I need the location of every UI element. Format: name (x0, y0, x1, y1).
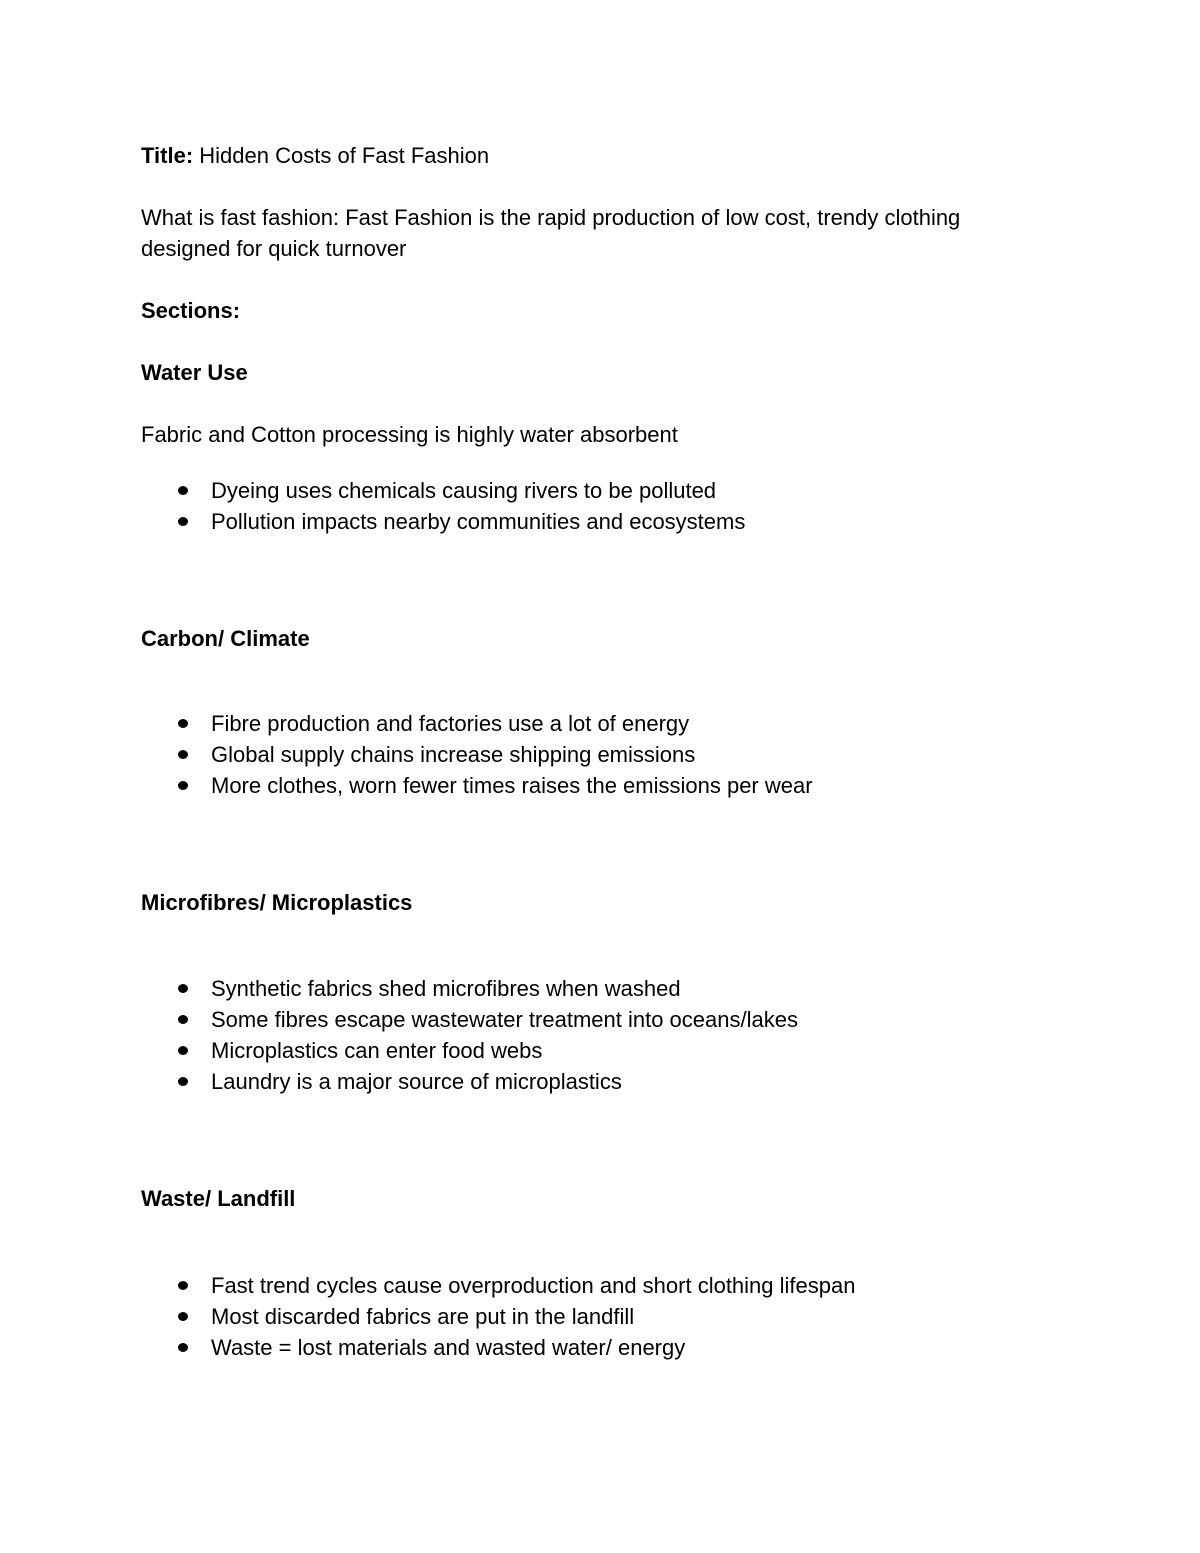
bullet-icon (178, 1281, 188, 1290)
list-item-text: Most discarded fabrics are put in the landfill (211, 1304, 635, 1329)
list-item (141, 739, 813, 770)
sections-heading: Sections: (141, 298, 241, 323)
section-heading-carbon-climate: Carbon/ Climate (141, 626, 310, 651)
title-label: Title: (141, 143, 194, 168)
list-item (141, 1066, 798, 1097)
list-item-text: Global supply chains increase shipping emissions (211, 742, 696, 767)
section-heading-waste-landfill: Waste/ Landfill (141, 1186, 296, 1211)
list-item (141, 708, 813, 739)
list-item (141, 770, 813, 801)
list-item (141, 475, 745, 506)
bullet-icon (178, 719, 188, 728)
list-item-text: Microplastics can enter food webs (211, 1038, 543, 1063)
list-item-text: Some fibres escape wastewater treatment into oceans/lakes (211, 1007, 798, 1032)
bullet-icon (178, 1343, 188, 1352)
list-item-text: Waste = lost materials and wasted water/ energy (211, 1335, 686, 1360)
bullet-list-microfibres (141, 973, 798, 1097)
document-title (141, 140, 489, 171)
bullet-icon (178, 984, 188, 993)
list-item (141, 1301, 855, 1332)
list-item-text: Fast trend cycles cause overproduction and short clothing lifespan (211, 1273, 856, 1298)
section-heading-water-use: Water Use (141, 360, 248, 385)
list-item-text: Fibre production and factories use a lot of energy (211, 711, 690, 736)
section-heading-microfibres: Microfibres/ Microplastics (141, 890, 413, 915)
list-item-text: More clothes, worn fewer times raises the emissions per wear (211, 773, 813, 798)
list-item (141, 1035, 798, 1066)
title-text: Hidden Costs of Fast Fashion (199, 143, 490, 168)
section-intro-water-use: Fabric and Cotton processing is highly water absorbent (141, 422, 678, 447)
list-item (141, 1004, 798, 1035)
definition-line-2: designed for quick turnover (141, 236, 407, 261)
list-item (141, 1332, 855, 1363)
list-item (141, 506, 745, 537)
list-item (141, 973, 798, 1004)
list-item-text: Laundry is a major source of microplastics (211, 1069, 622, 1094)
bullet-icon (178, 1046, 188, 1055)
bullet-icon (178, 1077, 188, 1086)
bullet-list-water-use (141, 475, 745, 537)
bullet-icon (178, 781, 188, 790)
bullet-icon (178, 1312, 188, 1321)
list-item (141, 1270, 855, 1301)
bullet-icon (178, 486, 188, 495)
bullet-icon (178, 1015, 188, 1024)
bullet-icon (178, 517, 188, 526)
list-item-text: Pollution impacts nearby communities and ecosystems (211, 509, 746, 534)
list-item-text: Synthetic fabrics shed microfibres when washed (211, 976, 681, 1001)
list-item-text: Dyeing uses chemicals causing rivers to be polluted (211, 478, 717, 503)
bullet-icon (178, 750, 188, 759)
bullet-list-waste-landfill (141, 1270, 855, 1363)
bullet-list-carbon-climate (141, 708, 813, 801)
definition-line-1: What is fast fashion: Fast Fashion is the rapid production of low cost, trendy clothing (141, 205, 961, 230)
